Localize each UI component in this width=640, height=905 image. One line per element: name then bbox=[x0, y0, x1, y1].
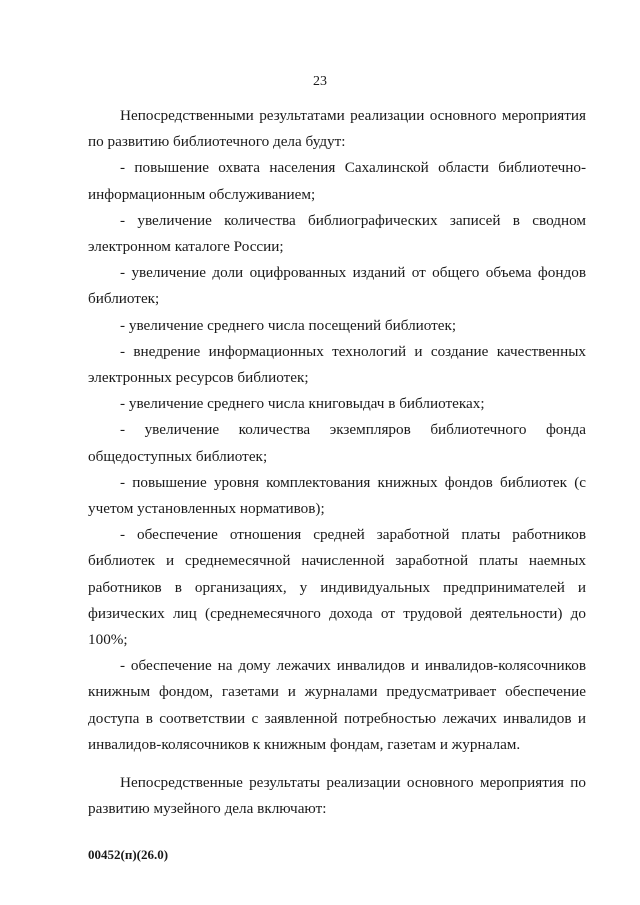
document-body bbox=[88, 103, 586, 822]
document-code: 00452(п)(26.0) bbox=[88, 847, 169, 862]
list-item: - повышение охвата населения Сахалинской области библиотечно-информационным обслуживанием; bbox=[88, 159, 586, 203]
list-item: - увеличение количества библиографических записей в сводном электронном каталоге России; bbox=[88, 211, 586, 256]
list-item: - обеспечение отношения средней заработной платы работников библиотек и среднемесячной начисленной заработной платы наемных работников в организациях, у индивидуальных предпринимателей и физических лиц (среднемесячного дохода от трудовой деятельности) до 100%; bbox=[88, 526, 586, 649]
list-item: - увеличение среднего числа посещений библиотек; bbox=[120, 316, 457, 334]
closing-paragraph: Непосредственные результаты реализации основного мероприятия по развитию музейного дела включают: bbox=[88, 774, 586, 818]
page-number: 23 bbox=[313, 74, 327, 89]
list-item: - повышение уровня комплектования книжных фондов библиотек (с учетом установленных нормативов); bbox=[88, 473, 586, 518]
list-item: - внедрение информационных технологий и создание качественных электронных ресурсов библиотек; bbox=[88, 342, 586, 387]
list-item: - увеличение среднего числа книговыдач в библиотеках; bbox=[120, 395, 485, 413]
list-item: - увеличение количества экземпляров библиотечного фонда общедоступных библиотек; bbox=[88, 421, 586, 465]
intro-paragraph: Непосредственными результатами реализации основного мероприятия по развитию библиотечного дела будут: bbox=[88, 107, 586, 151]
list-item: - обеспечение на дому лежачих инвалидов и инвалидов-колясочников книжным фондом, газетами и журналами предусматривает обеспечение доступа в соответствии с заявленной потребностью лежачих инвалидов и инвалидов-колясочников к книжным фондам, газетам и журналам. bbox=[88, 657, 586, 753]
list-item: - увеличение доли оцифрованных изданий от общего объема фондов библиотек; bbox=[88, 264, 586, 308]
